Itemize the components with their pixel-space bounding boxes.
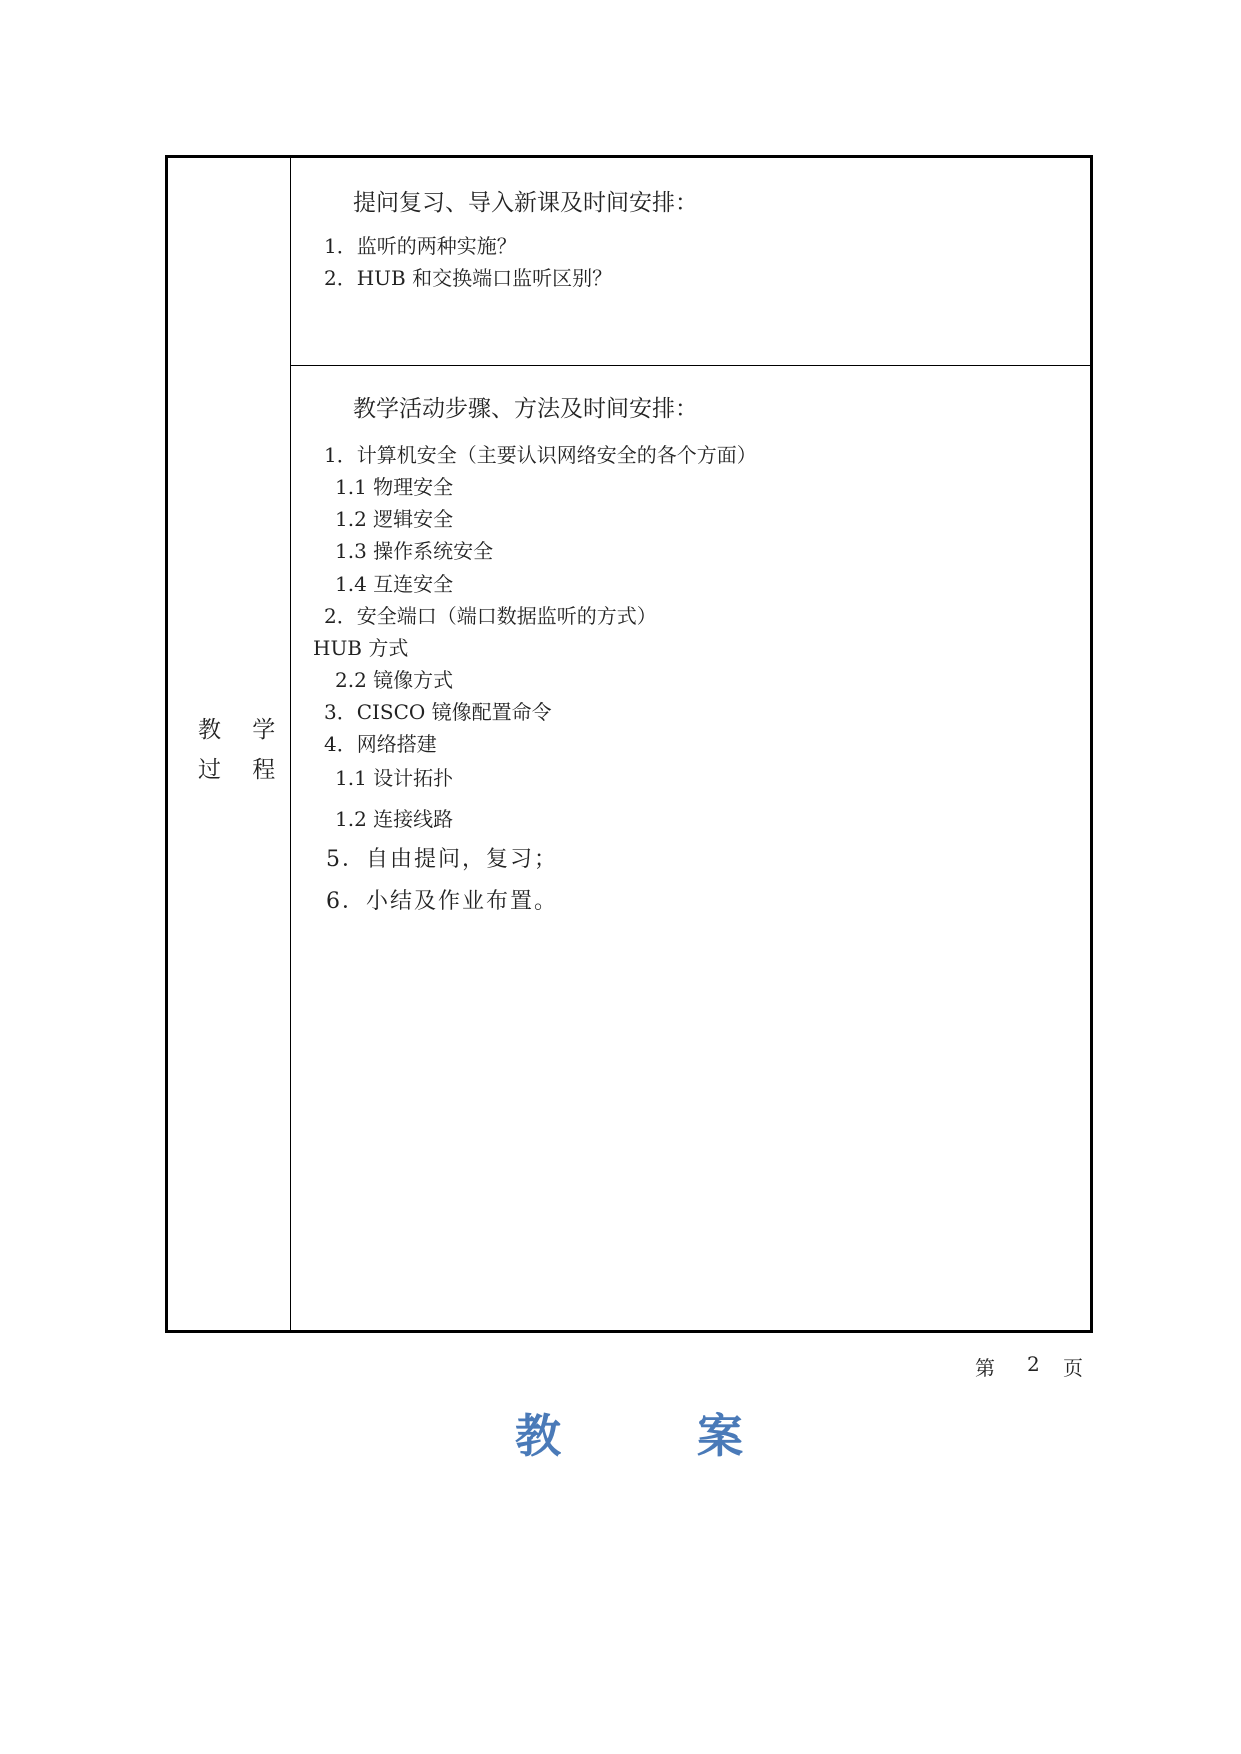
step-item: 1.3 操作系统安全: [335, 539, 494, 563]
side-label-line1: 教 学: [198, 717, 288, 743]
page-number: 2: [1027, 1352, 1040, 1376]
step-item: 2.2 镜像方式: [335, 668, 454, 692]
review-heading: 提问复习、导入新课及时间安排：: [353, 190, 698, 216]
review-item: 2．HUB 和交换端口监听区别？: [324, 266, 613, 290]
step-item: 1.4 互连安全: [335, 572, 454, 596]
side-label-cell: [168, 158, 291, 1330]
step-item: 1.2 逻辑安全: [335, 507, 454, 531]
steps-section: [291, 366, 1090, 1330]
step-item: 1.1 设计拓扑: [335, 766, 454, 790]
review-item: 1．监听的两种实施？: [324, 234, 517, 258]
step-item: 3．CISCO 镜像配置命令: [324, 700, 552, 724]
page-suffix: 页: [1063, 1356, 1083, 1380]
page-prefix: 第: [975, 1356, 995, 1380]
lesson-table: [165, 155, 1093, 1333]
step-item: 2．安全端口（端口数据监听的方式）: [324, 604, 657, 628]
review-section: [291, 158, 1090, 366]
side-label-line2: 过 程: [198, 757, 288, 783]
next-page-title-char1: 教: [515, 1409, 561, 1463]
step-item: 1.2 连接线路: [335, 807, 454, 831]
step-item: 4．网络搭建: [324, 732, 437, 756]
step-item: 1．计算机安全（主要认识网络安全的各个方面）: [324, 443, 757, 467]
step-item: 1.1 物理安全: [335, 475, 454, 499]
side-label: [198, 710, 287, 790]
step-item: 6．小结及作业布置。: [326, 889, 558, 914]
next-page-title-char2: 案: [697, 1409, 743, 1463]
steps-heading: 教学活动步骤、方法及时间安排：: [353, 396, 698, 422]
step-item: 5．自由提问，复习；: [326, 847, 558, 872]
step-item: HUB 方式: [313, 636, 409, 660]
